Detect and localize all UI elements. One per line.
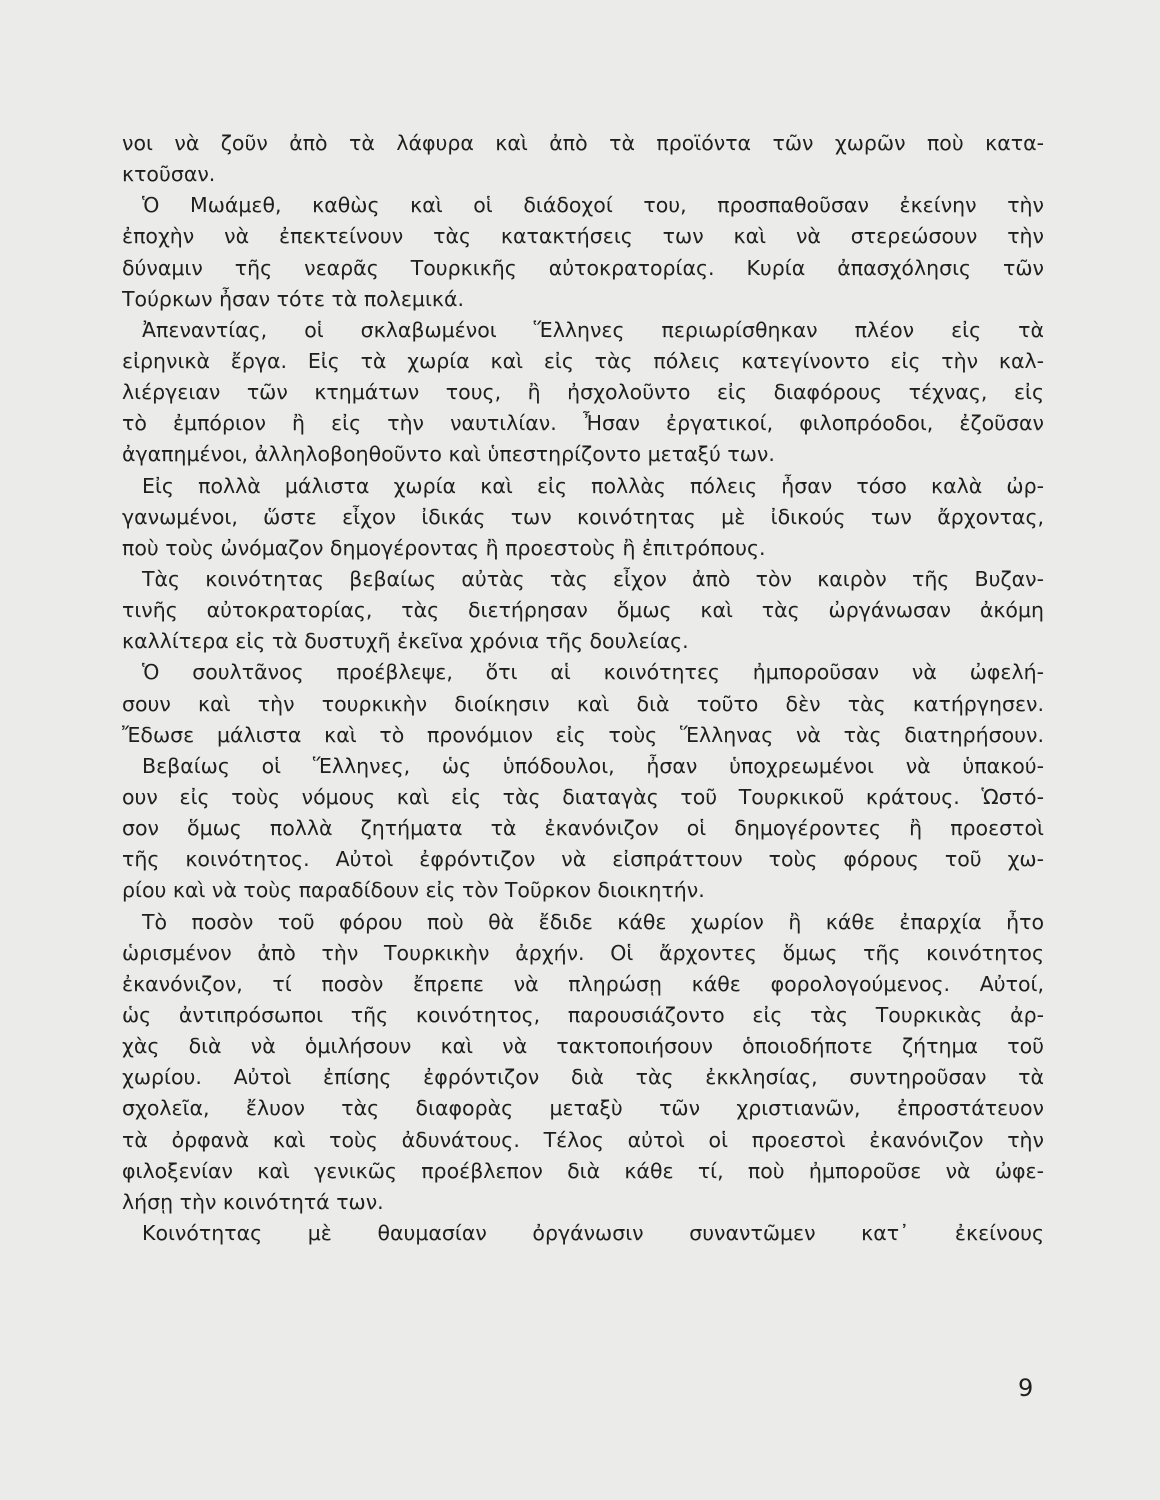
text-line: σον ὅμως πολλὰ ζητήματα τὰ ἐκανόνιζον οἱ δημογέροντες ἢ προεστοὶ [122, 816, 1044, 841]
text-line: Ἔδωσε μάλιστα καὶ τὸ προνόμιον εἰς τοὺς Ἕλληνας νὰ τὰς διατηρήσουν. [122, 722, 1044, 747]
text-line: κτοῦσαν. [122, 162, 216, 187]
body-text [122, 128, 1044, 1249]
text-line: Τὸ ποσὸν τοῦ φόρου ποὺ θὰ ἔδιδε κάθε χωρίον ἢ κάθε ἐπαρχία ἦτο [142, 909, 1044, 934]
text-line: σχολεῖα, ἔλυον τὰς διαφορὰς μεταξὺ τῶν χριστιανῶν, ἐπροστάτευον [122, 1096, 1044, 1121]
text-line: Κοινότητας μὲ θαυμασίαν ὀργάνωσιν συναντῶμεν κατ᾽ ἐκείνους [142, 1220, 1044, 1245]
text-line: ἀγαπημένοι, ἀλληλοβοηθοῦντο καὶ ὑπεστηρίζοντο μεταξύ των. [122, 442, 775, 467]
text-line: δύναμιν τῆς νεαρᾶς Τουρκικῆς αὐτοκρατορίας. Κυρία ἀπασχόλησις τῶν [122, 255, 1044, 280]
text-line: τὸ ἐμπόριον ἢ εἰς τὴν ναυτιλίαν. Ἦσαν ἐργατικοί, φιλοπρόοδοι, ἐζοῦσαν [122, 411, 1044, 436]
text-line: καλλίτερα εἰς τὰ δυστυχῆ ἐκεῖνα χρόνια τῆς δουλείας. [122, 629, 689, 654]
text-line: Εἰς πολλὰ μάλιστα χωρία καὶ εἰς πολλὰς πόλεις ἦσαν τόσο καλὰ ὠρ- [142, 473, 1044, 498]
text-line: Ὁ σουλτᾶνος προέβλεψε, ὅτι αἱ κοινότητες ἠμποροῦσαν νὰ ὠφελή- [142, 660, 1044, 685]
text-line: ρίου καὶ νὰ τοὺς παραδίδουν εἰς τὸν Τοῦρκον διοικητήν. [122, 878, 705, 903]
text-line: τῆς κοινότητος. Αὐτοὶ ἐφρόντιζον νὰ εἰσπράττουν τοὺς φόρους τοῦ χω- [122, 847, 1044, 872]
text-line: φιλοξενίαν καὶ γενικῶς προέβλεπον διὰ κάθε τί, ποὺ ἠμποροῦσε νὰ ὠφε- [122, 1158, 1044, 1183]
text-line: σουν καὶ τὴν τουρκικὴν διοίκησιν καὶ διὰ τοῦτο δὲν τὰς κατήργησεν. [122, 691, 1044, 716]
text-line: ποὺ τοὺς ὠνόμαζον δημογέροντας ἢ προεστοὺς ἢ ἐπιτρόπους. [122, 535, 766, 560]
text-line: λήσῃ τὴν κοινότητά των. [122, 1189, 384, 1214]
text-line: ἐκανόνιζον, τί ποσὸν ἔπρεπε νὰ πληρώσῃ κάθε φορολογούμενος. Αὐτοί, [122, 971, 1044, 996]
text-line: νοι νὰ ζοῦν ἀπὸ τὰ λάφυρα καὶ ἀπὸ τὰ προϊόντα τῶν χωρῶν ποὺ κατα- [122, 131, 1044, 155]
page-number: 9 [1018, 1374, 1034, 1402]
text-line: Βεβαίως οἱ Ἕλληνες, ὡς ὑπόδουλοι, ἦσαν ὑποχρεωμένοι νὰ ὑπακού- [142, 753, 1044, 778]
text-line: ὡς ἀντιπρόσωποι τῆς κοινότητος, παρουσιάζοντο εἰς τὰς Τουρκικὰς ἀρ- [122, 1002, 1044, 1027]
text-line: Τούρκων ἦσαν τότε τὰ πολεμικά. [122, 286, 465, 311]
text-line: Ὁ Μωάμεθ, καθὼς καὶ οἱ διάδοχοί του, προσπαθοῦσαν ἐκείνην τὴν [142, 193, 1044, 218]
text-line: λιέργειαν τῶν κτημάτων τους, ἢ ἠσχολοῦντο εἰς διαφόρους τέχνας, εἰς [122, 380, 1044, 405]
text-line: γανωμένοι, ὥστε εἶχον ἰδικάς των κοινότητας μὲ ἰδικούς των ἄρχοντας, [122, 504, 1044, 529]
text-line: εἰρηνικὰ ἔργα. Εἰς τὰ χωρία καὶ εἰς τὰς πόλεις κατεγίνοντο εἰς τὴν καλ- [122, 348, 1044, 373]
text-line: ουν εἰς τοὺς νόμους καὶ εἰς τὰς διαταγὰς τοῦ Τουρκικοῦ κράτους. Ὡστό- [122, 784, 1044, 809]
text-line: τὰ ὀρφανὰ καὶ τοὺς ἀδυνάτους. Τέλος αὐτοὶ οἱ προεστοὶ ἐκανόνιζον τὴν [122, 1127, 1044, 1152]
text-line: ὡρισμένον ἀπὸ τὴν Τουρκικὴν ἀρχήν. Οἱ ἄρχοντες ὅμως τῆς κοινότητος [122, 940, 1044, 965]
text-line: χὰς διὰ νὰ ὁμιλήσουν καὶ νὰ τακτοποιήσουν ὁποιοδήποτε ζήτημα τοῦ [122, 1034, 1044, 1059]
text-line: χωρίου. Αὐτοὶ ἐπίσης ἐφρόντιζον διὰ τὰς ἐκκλησίας, συντηροῦσαν τὰ [122, 1065, 1044, 1090]
text-line: τινῆς αὐτοκρατορίας, τὰς διετήρησαν ὅμως καὶ τὰς ὠργάνωσαν ἀκόμη [122, 598, 1044, 623]
text-line: ἐποχὴν νὰ ἐπεκτείνουν τὰς κατακτήσεις των καὶ νὰ στερεώσουν τὴν [122, 224, 1044, 249]
text-line: Τὰς κοινότητας βεβαίως αὐτὰς τὰς εἶχον ἀπὸ τὸν καιρὸν τῆς Βυζαν- [142, 566, 1044, 591]
text-line: Ἀπεναντίας, οἱ σκλαβωμένοι Ἕλληνες περιωρίσθηκαν πλέον εἰς τὰ [142, 317, 1044, 342]
